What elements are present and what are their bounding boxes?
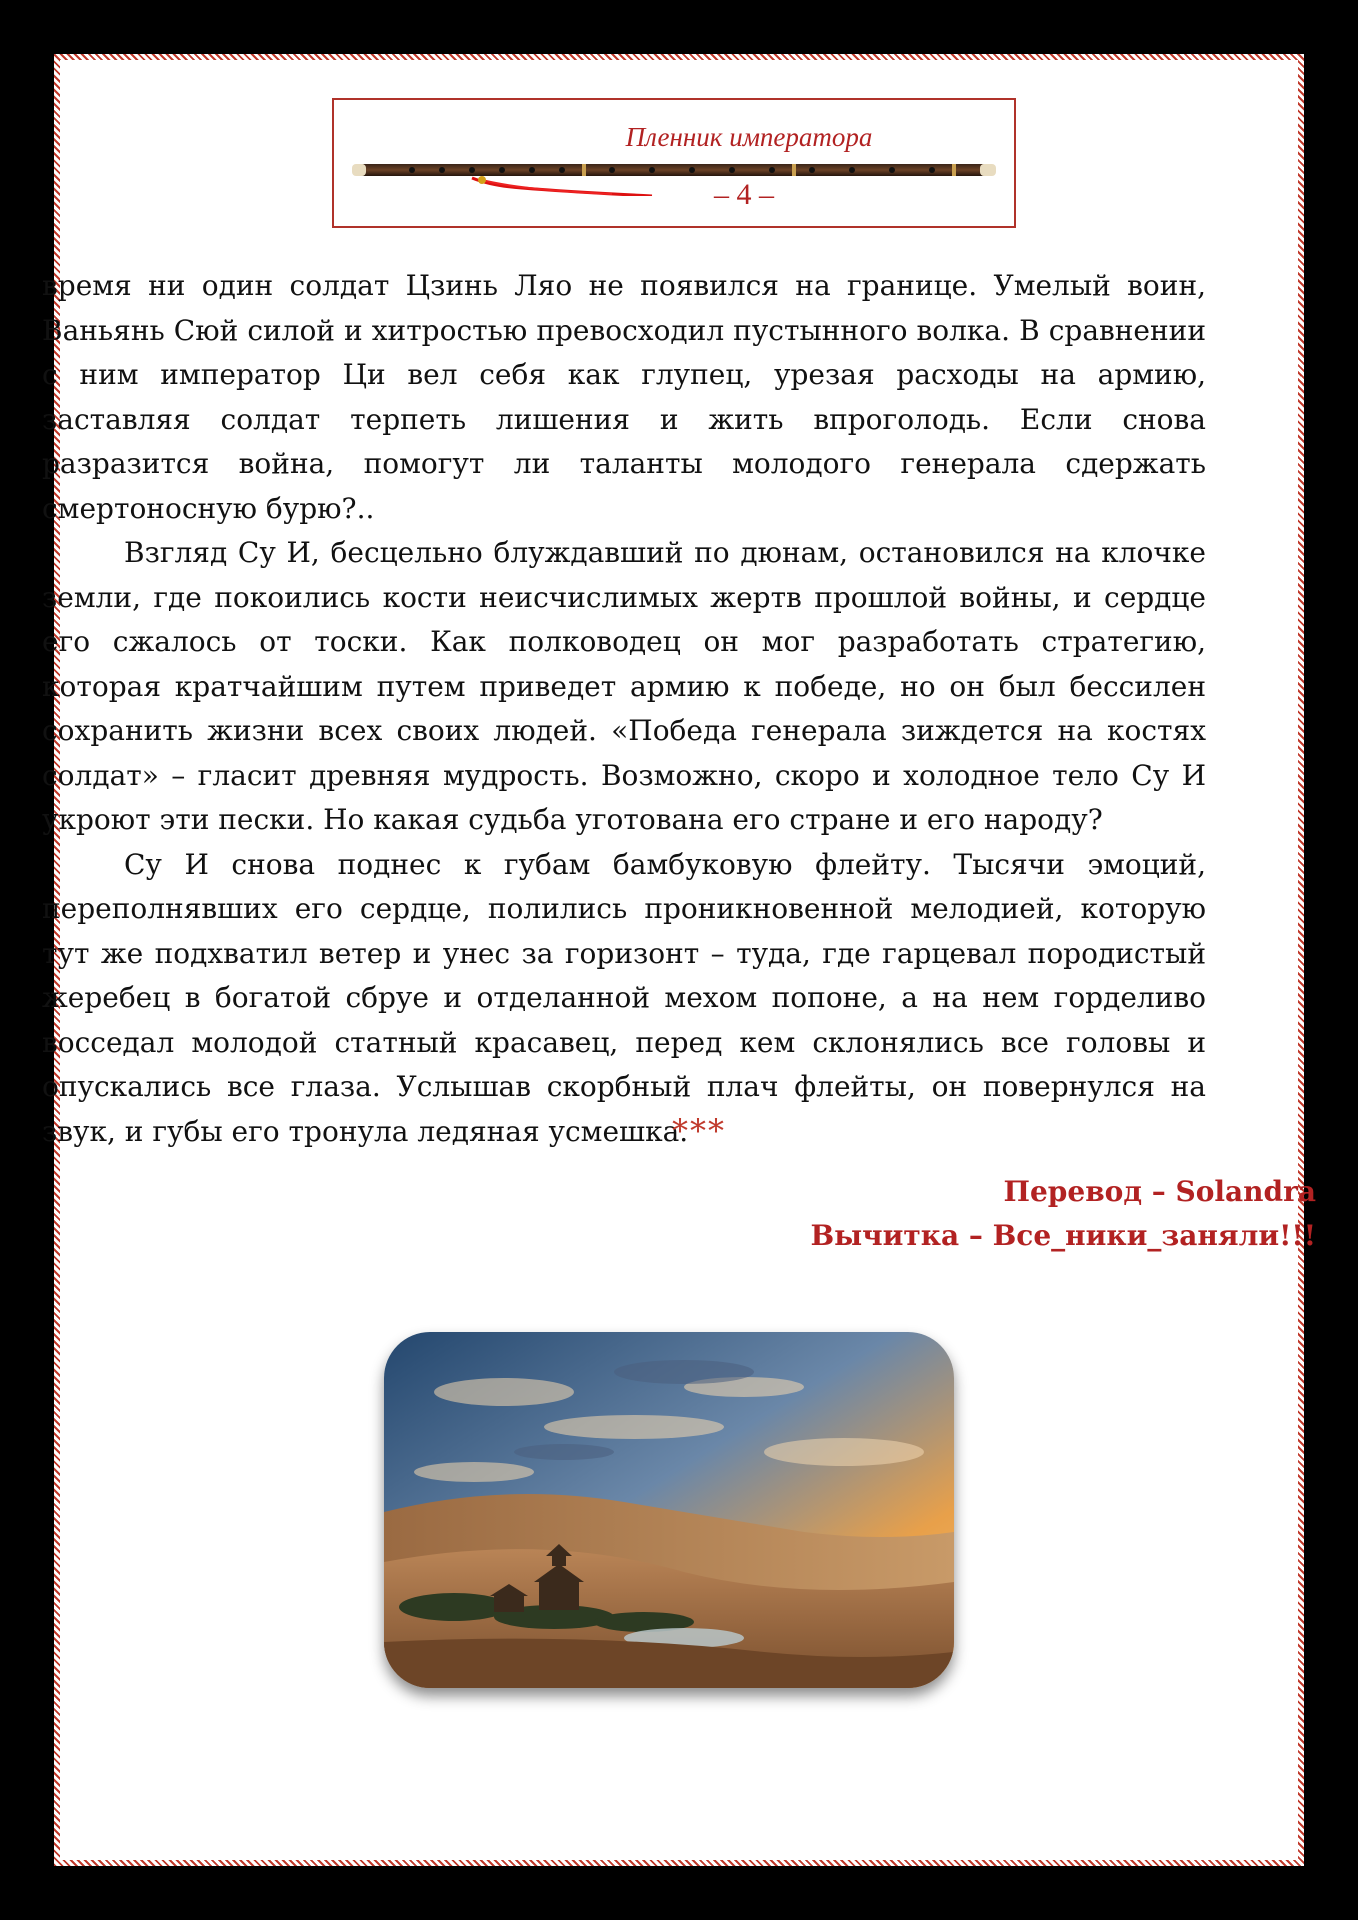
header-title: Пленник императора — [625, 122, 873, 152]
desert-oasis-photo — [384, 1332, 954, 1688]
story-text — [42, 264, 1206, 1154]
paragraph: Взгляд Су И, бесцельно блуждавший по дюнам, остановился на клочке земли, где покоились кости неисчислимых жертв прошлой войны, и сердце его сжалось от тоски. Как полководец он мог разработать стратегию, которая кратчайшим путем приведет армию к победе, но он был бессилен сохранить жизни всех своих людей. «Победа генерала зиждется на костях солдат» – гласит древняя мудрость. Возможно, скоро и холодное тело Су И укроют эти пески. Но какая судьба уготована его стране и его народу? — [42, 536, 1206, 836]
page-header — [332, 98, 1016, 228]
paragraph: Су И снова поднес к губам бамбуковую флейту. Тысячи эмоций, переполнявших его сердце, полились проникновенной мелодией, которую тут же подхватил ветер и унес за горизонт – туда, где гарцевал породистый жеребец в богатой сбруе и отделанной мехом попоне, а на нем горделиво восседал молодой статный красавец, перед кем склонялись все головы и опускались все глаза. Услышав скорбный плач флейты, он повернулся на звук, и губы его тронула ледяная усмешка. — [42, 847, 1206, 1148]
paragraph: время ни один солдат Цзинь Ляо не появился на границе. Умелый воин, Ваньянь Сюй силой и хитростью превосходил пустынного волка. В сравнении с ним император Ци вел себя как глупец, урезая расходы на армию, заставляя солдат терпеть лишения и жить впроголодь. Если снова разразится война, помогут ли таланты молодого генерала сдержать смертоносную бурю?.. — [42, 269, 1206, 525]
proofreading-credit: Вычитка – Все_ники_заняли!!! — [810, 1219, 1316, 1252]
credits — [810, 1170, 1316, 1258]
desert-landscape-illustration — [384, 1332, 954, 1688]
page-number: – 4 – — [714, 178, 774, 211]
translation-credit: Перевод – Solandra — [1003, 1175, 1316, 1208]
section-separator: *** — [672, 1112, 726, 1150]
